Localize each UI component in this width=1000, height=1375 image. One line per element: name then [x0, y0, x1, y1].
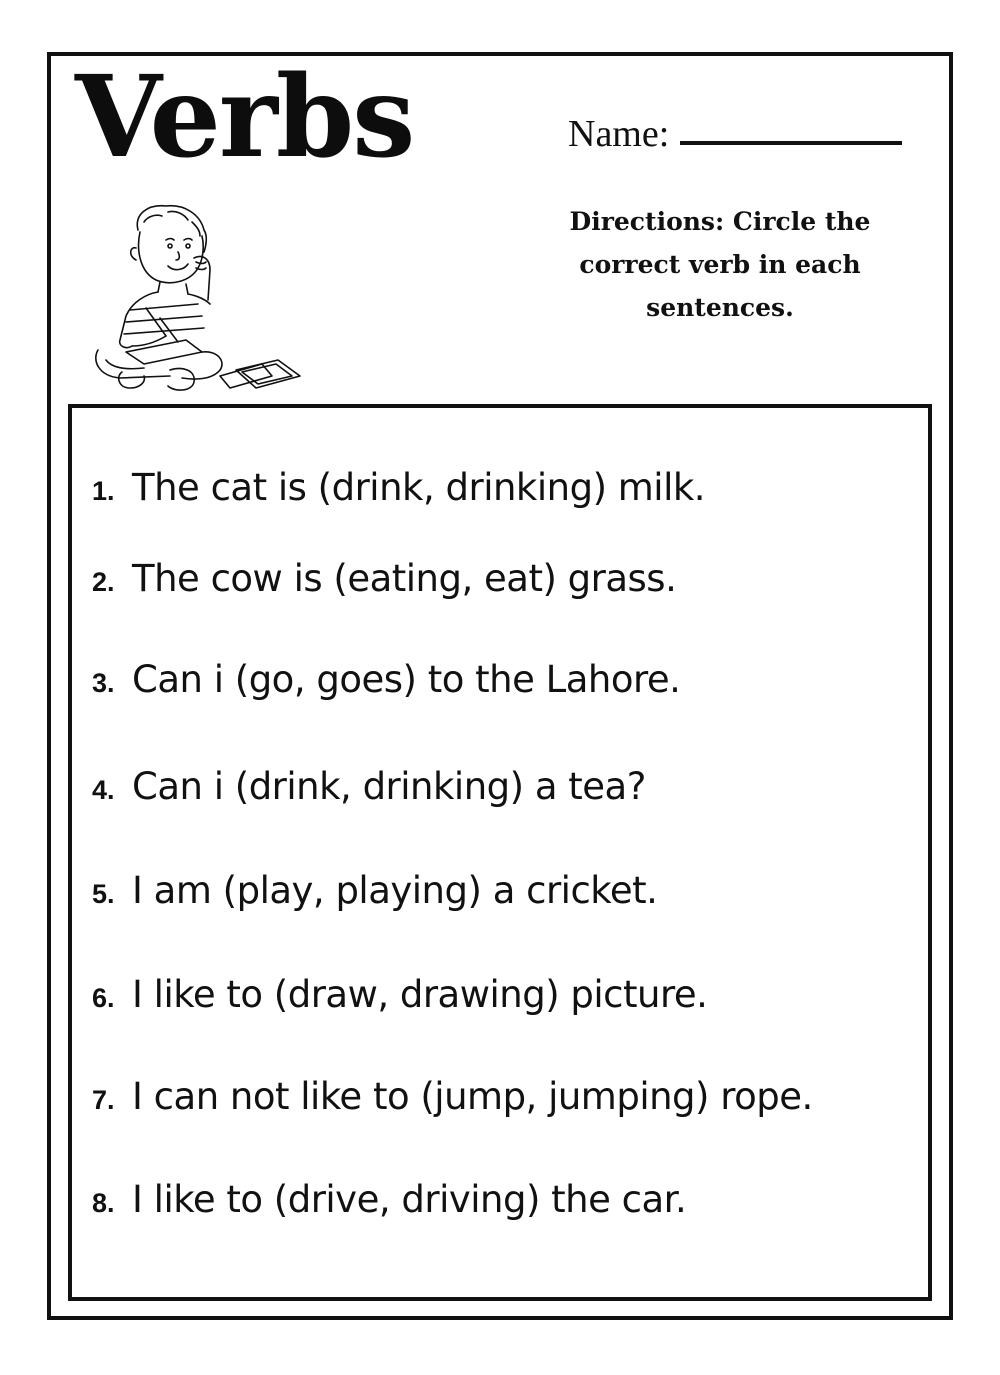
name-field-line[interactable]: [680, 141, 902, 145]
question-item: [92, 658, 680, 701]
question-text: I like to (draw, drawing) picture.: [132, 973, 708, 1016]
questions-box: [68, 404, 932, 1301]
question-number: 5.: [92, 879, 115, 909]
worksheet-title: Verbs: [75, 52, 414, 183]
question-text: Can i (drink, drinking) a tea?: [132, 765, 646, 808]
question-item: [92, 466, 705, 509]
question-item: [92, 1178, 686, 1221]
question-text: I like to (drive, driving) the car.: [132, 1178, 687, 1221]
name-label: Name:: [568, 113, 670, 155]
question-text: The cat is (drink, drinking) milk.: [132, 466, 706, 509]
child-writing-illustration: [86, 200, 316, 400]
question-item: [92, 973, 707, 1016]
question-item: [92, 869, 657, 912]
question-text: I can not like to (jump, jumping) rope.: [132, 1075, 813, 1118]
question-text: I am (play, playing) a cricket.: [132, 869, 658, 912]
question-item: [92, 1075, 813, 1118]
question-item: [92, 765, 646, 808]
question-text: The cow is (eating, eat) grass.: [132, 557, 677, 600]
question-number: 6.: [92, 983, 115, 1013]
directions-text: Directions: Circle the correct verb in each sentences.: [569, 207, 871, 322]
question-number: 8.: [92, 1188, 115, 1218]
question-number: 2.: [92, 567, 115, 597]
question-number: 7.: [92, 1085, 115, 1115]
question-number: 4.: [92, 775, 115, 805]
question-number: 1.: [92, 476, 115, 506]
question-item: [92, 557, 676, 600]
question-number: 3.: [92, 668, 115, 698]
question-text: Can i (go, goes) to the Lahore.: [132, 658, 681, 701]
